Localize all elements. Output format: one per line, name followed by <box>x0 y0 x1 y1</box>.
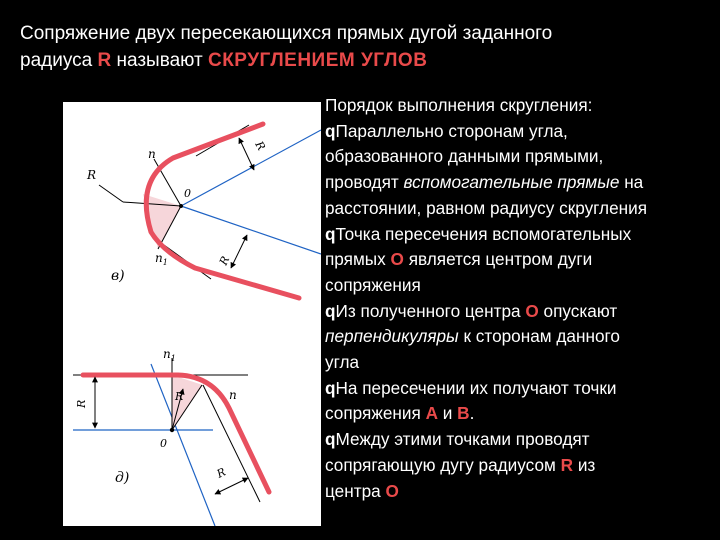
construction-bottom <box>73 347 269 526</box>
step-2-line-3: сопряжения <box>325 274 421 295</box>
dimension-r-top <box>239 138 254 170</box>
bullet-icon: q <box>325 223 336 244</box>
step-1-line-4: расстоянии, равном радиусу скругления <box>325 197 648 218</box>
label-o-top: 0 <box>184 187 191 200</box>
label-r-lower-top: R <box>216 254 233 268</box>
step-1-line-3: проводят вспомогательные прямые на <box>325 172 644 193</box>
step-3-line-2: перпендикуляры к сторонам данного <box>325 326 620 347</box>
label-n-bottom: n <box>229 388 237 402</box>
step-5-line-2: сопрягающую дугу радиусом R из <box>325 454 596 475</box>
label-n1-bottom: $n_1$ <box>163 347 176 363</box>
title-radius-symbol: R <box>97 50 112 71</box>
title-term: СКРУГЛЕНИЕМ УГЛОВ <box>207 50 428 71</box>
label-r-center-bottom: R <box>175 390 184 403</box>
step-1-line-2: образованного данными прямыми, <box>325 146 604 167</box>
procedure-text <box>325 93 720 504</box>
procedure-heading: Порядок выполнения скругления: <box>325 95 593 115</box>
step-3-line-3: угла <box>325 352 360 373</box>
step-4-line-2: сопряжения А и В. <box>325 403 475 424</box>
auxiliary-line-upper <box>181 130 321 206</box>
step-1-line-1: qПараллельно сторонам угла, <box>325 120 568 141</box>
title-word-radius: радиуса <box>20 50 93 71</box>
caption-v: в) <box>111 268 125 284</box>
step-4-line-1: qНа пересечении их получают точки <box>325 377 617 398</box>
step-5-line-3: центра О <box>325 480 399 501</box>
auxiliary-line-lower <box>181 206 321 254</box>
center-point-o <box>179 204 183 208</box>
bullet-icon: q <box>325 377 336 398</box>
label-r-left-top: R <box>87 168 97 182</box>
diagonal-side-thin <box>203 385 260 502</box>
center-point-o-bottom <box>170 428 174 432</box>
bullet-icon: q <box>325 120 336 141</box>
label-r-bottom-diagonal: R <box>214 465 228 481</box>
bullet-icon: q <box>325 300 336 321</box>
bullet-icon: q <box>325 429 336 450</box>
step-5-line-1: qМежду этими точками проводят <box>325 429 590 450</box>
construction-figure-panel <box>63 102 321 526</box>
label-n1-top: $n_1$ <box>155 251 168 267</box>
label-r-upper-top: R <box>252 139 268 153</box>
title-line-1: Сопряжение двух пересекающихся прямых дугой заданного <box>20 23 553 44</box>
label-o-bottom: 0 <box>160 437 167 450</box>
title-word-called: называют <box>116 50 203 71</box>
step-2-line-1: qТочка пересечения вспомогательных <box>325 223 632 244</box>
step-2-line-2: прямых О является центром дуги <box>325 249 593 270</box>
construction-top <box>86 124 321 298</box>
caption-d: д) <box>115 470 130 486</box>
dimension-r-bottom <box>231 235 247 268</box>
radius-leader <box>99 185 123 202</box>
label-n-top: n <box>148 147 156 161</box>
construction-drawing <box>63 102 321 526</box>
step-3-line-1: qИз полученного центра О опускают <box>325 300 618 321</box>
label-r-left-bottom: R <box>75 399 88 408</box>
slide-title <box>20 20 710 74</box>
